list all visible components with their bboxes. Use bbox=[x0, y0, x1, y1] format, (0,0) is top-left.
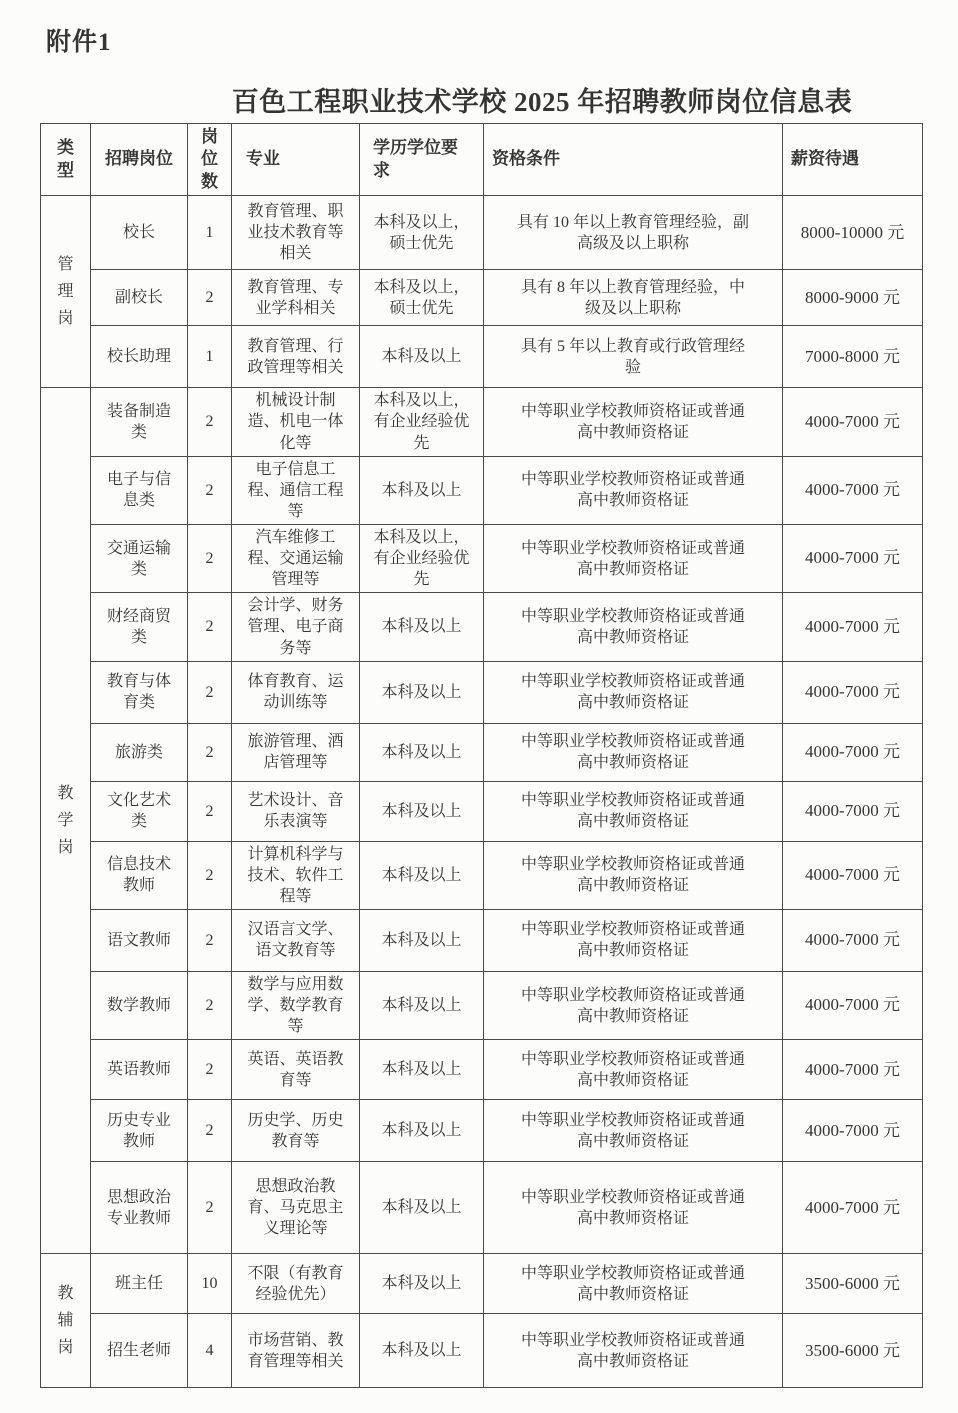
cell-major: 不限（有教育经验优先） bbox=[232, 1254, 360, 1314]
cell-salary: 4000-7000 元 bbox=[783, 841, 923, 909]
cell-major: 市场营销、教育管理等相关 bbox=[232, 1314, 360, 1388]
cell-count: 2 bbox=[188, 841, 232, 909]
header-degree: 学历学位要求 bbox=[360, 124, 484, 196]
cell-salary: 4000-7000 元 bbox=[783, 388, 923, 456]
cell-major: 会计学、财务管理、电子商务等 bbox=[232, 593, 360, 661]
cell-qualification bbox=[484, 1162, 783, 1254]
cell-degree: 本科及以上 bbox=[360, 1254, 484, 1314]
attachment-label: 附件1 bbox=[46, 29, 112, 56]
cell-position: 信息技术教师 bbox=[91, 841, 188, 909]
cell-position: 班主任 bbox=[91, 1254, 188, 1314]
table-row bbox=[41, 971, 923, 1039]
cell-position: 交通运输类 bbox=[91, 524, 188, 592]
cell-qualification bbox=[484, 661, 783, 723]
cell-major: 机械设计制造、机电一体化等 bbox=[232, 388, 360, 456]
cell-count: 2 bbox=[188, 270, 232, 326]
cell-degree: 本科及以上 bbox=[360, 456, 484, 524]
qualification-text: 中等职业学校教师资格证或普通高中教师资格证 bbox=[520, 986, 745, 1025]
header-type: 类型 bbox=[41, 124, 91, 196]
cell-position: 语文教师 bbox=[91, 909, 188, 971]
qualification-text: 中等职业学校教师资格证或普通高中教师资格证 bbox=[520, 1188, 745, 1227]
cell-degree: 本科及以上，有企业经验优先 bbox=[360, 388, 484, 456]
cell-major: 教育管理、专业学科相关 bbox=[232, 270, 360, 326]
cell-degree: 本科及以上 bbox=[360, 326, 484, 388]
cell-position: 校长 bbox=[91, 196, 188, 270]
cell-position: 财经商贸类 bbox=[91, 593, 188, 661]
cell-salary: 4000-7000 元 bbox=[783, 593, 923, 661]
category-label: 管理岗 bbox=[57, 256, 74, 328]
cell-salary: 7000-8000 元 bbox=[783, 326, 923, 388]
table-row bbox=[41, 909, 923, 971]
qualification-text: 中等职业学校教师资格证或普通高中教师资格证 bbox=[520, 856, 745, 895]
cell-count: 2 bbox=[188, 971, 232, 1039]
qualification-text: 具有 8 年以上教育管理经验，中级及以上职称 bbox=[520, 278, 745, 317]
page-title: 百色工程职业技术学校 2025 年招聘教师岗位信息表 bbox=[231, 87, 853, 117]
qualification-text: 中等职业学校教师资格证或普通高中教师资格证 bbox=[520, 1111, 745, 1150]
header-qualification: 资格条件 bbox=[484, 124, 783, 196]
cell-position: 装备制造类 bbox=[91, 388, 188, 456]
table-row bbox=[41, 1162, 923, 1254]
cell-salary: 4000-7000 元 bbox=[783, 1100, 923, 1162]
cell-major: 艺术设计、音乐表演等 bbox=[232, 781, 360, 841]
cell-salary: 4000-7000 元 bbox=[783, 1162, 923, 1254]
cell-position: 文化艺术类 bbox=[91, 781, 188, 841]
cell-count: 2 bbox=[188, 661, 232, 723]
cell-major: 计算机科学与技术、软件工程等 bbox=[232, 841, 360, 909]
cell-qualification bbox=[484, 388, 783, 456]
qualification-text: 中等职业学校教师资格证或普通高中教师资格证 bbox=[520, 792, 745, 831]
qualification-text: 中等职业学校教师资格证或普通高中教师资格证 bbox=[520, 673, 745, 712]
cell-count: 2 bbox=[188, 1040, 232, 1100]
table-row bbox=[41, 456, 923, 524]
cell-salary: 4000-7000 元 bbox=[783, 971, 923, 1039]
cell-major: 体育教育、运动训练等 bbox=[232, 661, 360, 723]
recruitment-table bbox=[40, 123, 923, 1388]
table-row bbox=[41, 270, 923, 326]
cell-qualification bbox=[484, 196, 783, 270]
cell-salary: 3500-6000 元 bbox=[783, 1314, 923, 1388]
cell-qualification bbox=[484, 270, 783, 326]
cell-degree: 本科及以上，硕士优先 bbox=[360, 270, 484, 326]
cell-major: 历史学、历史教育等 bbox=[232, 1100, 360, 1162]
cell-count: 2 bbox=[188, 723, 232, 781]
cell-count: 1 bbox=[188, 326, 232, 388]
cell-qualification bbox=[484, 1314, 783, 1388]
cell-major: 教育管理、行政管理等相关 bbox=[232, 326, 360, 388]
cell-qualification bbox=[484, 1254, 783, 1314]
table-row bbox=[41, 196, 923, 270]
cell-degree: 本科及以上，有企业经验优先 bbox=[360, 524, 484, 592]
table-row bbox=[41, 388, 923, 456]
table-row bbox=[41, 593, 923, 661]
header-salary: 薪资待遇 bbox=[783, 124, 923, 196]
cell-degree: 本科及以上 bbox=[360, 781, 484, 841]
cell-major: 电子信息工程、通信工程等 bbox=[232, 456, 360, 524]
category-label: 教学岗 bbox=[57, 785, 74, 857]
cell-position: 电子与信息类 bbox=[91, 456, 188, 524]
qualification-text: 中等职业学校教师资格证或普通高中教师资格证 bbox=[520, 607, 745, 646]
qualification-text: 中等职业学校教师资格证或普通高中教师资格证 bbox=[520, 1050, 745, 1089]
qualification-text: 具有 10 年以上教育管理经验，副高级及以上职称 bbox=[516, 213, 749, 252]
cell-qualification bbox=[484, 326, 783, 388]
category-cell-teaching bbox=[41, 388, 91, 1254]
qualification-text: 中等职业学校教师资格证或普通高中教师资格证 bbox=[520, 539, 745, 578]
cell-qualification bbox=[484, 1100, 783, 1162]
qualification-text: 中等职业学校教师资格证或普通高中教师资格证 bbox=[520, 921, 745, 960]
header-position: 招聘岗位 bbox=[91, 124, 188, 196]
cell-degree: 本科及以上 bbox=[360, 841, 484, 909]
category-cell-support bbox=[41, 1254, 91, 1388]
header-major: 专业 bbox=[232, 124, 360, 196]
cell-salary: 4000-7000 元 bbox=[783, 524, 923, 592]
cell-major: 汉语言文学、语文教育等 bbox=[232, 909, 360, 971]
table-row bbox=[41, 661, 923, 723]
cell-position: 副校长 bbox=[91, 270, 188, 326]
cell-qualification bbox=[484, 524, 783, 592]
cell-position: 旅游类 bbox=[91, 723, 188, 781]
cell-count: 2 bbox=[188, 909, 232, 971]
qualification-text: 具有 5 年以上教育或行政管理经验 bbox=[520, 337, 745, 376]
cell-salary: 8000-10000 元 bbox=[783, 196, 923, 270]
cell-count: 2 bbox=[188, 1162, 232, 1254]
cell-salary: 8000-9000 元 bbox=[783, 270, 923, 326]
table-row bbox=[41, 723, 923, 781]
qualification-text: 中等职业学校教师资格证或普通高中教师资格证 bbox=[520, 1264, 745, 1303]
cell-degree: 本科及以上 bbox=[360, 1100, 484, 1162]
cell-count: 2 bbox=[188, 593, 232, 661]
cell-major: 教育管理、职业技术教育等相关 bbox=[232, 196, 360, 270]
cell-position: 思想政治专业教师 bbox=[91, 1162, 188, 1254]
table-row bbox=[41, 1100, 923, 1162]
table-row bbox=[41, 1040, 923, 1100]
qualification-text: 中等职业学校教师资格证或普通高中教师资格证 bbox=[520, 471, 745, 510]
cell-degree: 本科及以上，硕士优先 bbox=[360, 196, 484, 270]
cell-qualification bbox=[484, 781, 783, 841]
qualification-text: 中等职业学校教师资格证或普通高中教师资格证 bbox=[520, 733, 745, 772]
cell-salary: 4000-7000 元 bbox=[783, 723, 923, 781]
cell-qualification bbox=[484, 723, 783, 781]
cell-major: 思想政治教育、马克思主义理论等 bbox=[232, 1162, 360, 1254]
category-label: 教辅岗 bbox=[57, 1285, 74, 1357]
cell-count: 2 bbox=[188, 1100, 232, 1162]
table-row bbox=[41, 326, 923, 388]
table-row bbox=[41, 1254, 923, 1314]
cell-qualification bbox=[484, 909, 783, 971]
qualification-text: 中等职业学校教师资格证或普通高中教师资格证 bbox=[520, 1331, 745, 1370]
cell-count: 1 bbox=[188, 196, 232, 270]
cell-qualification bbox=[484, 456, 783, 524]
cell-degree: 本科及以上 bbox=[360, 723, 484, 781]
cell-degree: 本科及以上 bbox=[360, 971, 484, 1039]
cell-degree: 本科及以上 bbox=[360, 1040, 484, 1100]
cell-position: 历史专业教师 bbox=[91, 1100, 188, 1162]
cell-major: 数学与应用数学、数学教育等 bbox=[232, 971, 360, 1039]
table-row bbox=[41, 781, 923, 841]
cell-major: 旅游管理、酒店管理等 bbox=[232, 723, 360, 781]
cell-qualification bbox=[484, 1040, 783, 1100]
cell-position: 数学教师 bbox=[91, 971, 188, 1039]
cell-degree: 本科及以上 bbox=[360, 1314, 484, 1388]
cell-major: 英语、英语教育等 bbox=[232, 1040, 360, 1100]
cell-salary: 4000-7000 元 bbox=[783, 1040, 923, 1100]
category-cell-management bbox=[41, 196, 91, 388]
cell-degree: 本科及以上 bbox=[360, 661, 484, 723]
cell-qualification bbox=[484, 593, 783, 661]
cell-count: 10 bbox=[188, 1254, 232, 1314]
cell-degree: 本科及以上 bbox=[360, 1162, 484, 1254]
cell-degree: 本科及以上 bbox=[360, 909, 484, 971]
header-count: 岗位数 bbox=[188, 124, 232, 196]
table-header-row bbox=[41, 124, 923, 196]
cell-count: 4 bbox=[188, 1314, 232, 1388]
cell-count: 2 bbox=[188, 781, 232, 841]
cell-count: 2 bbox=[188, 388, 232, 456]
cell-salary: 4000-7000 元 bbox=[783, 909, 923, 971]
cell-position: 教育与体育类 bbox=[91, 661, 188, 723]
cell-position: 英语教师 bbox=[91, 1040, 188, 1100]
cell-major: 汽车维修工程、交通运输管理等 bbox=[232, 524, 360, 592]
qualification-text: 中等职业学校教师资格证或普通高中教师资格证 bbox=[520, 402, 745, 441]
cell-salary: 4000-7000 元 bbox=[783, 456, 923, 524]
cell-degree: 本科及以上 bbox=[360, 593, 484, 661]
cell-position: 校长助理 bbox=[91, 326, 188, 388]
cell-qualification bbox=[484, 841, 783, 909]
cell-salary: 4000-7000 元 bbox=[783, 781, 923, 841]
cell-count: 2 bbox=[188, 524, 232, 592]
table-row bbox=[41, 524, 923, 592]
cell-position: 招生老师 bbox=[91, 1314, 188, 1388]
cell-salary: 3500-6000 元 bbox=[783, 1254, 923, 1314]
table-row bbox=[41, 1314, 923, 1388]
cell-salary: 4000-7000 元 bbox=[783, 661, 923, 723]
cell-qualification bbox=[484, 971, 783, 1039]
cell-count: 2 bbox=[188, 456, 232, 524]
table-row bbox=[41, 841, 923, 909]
